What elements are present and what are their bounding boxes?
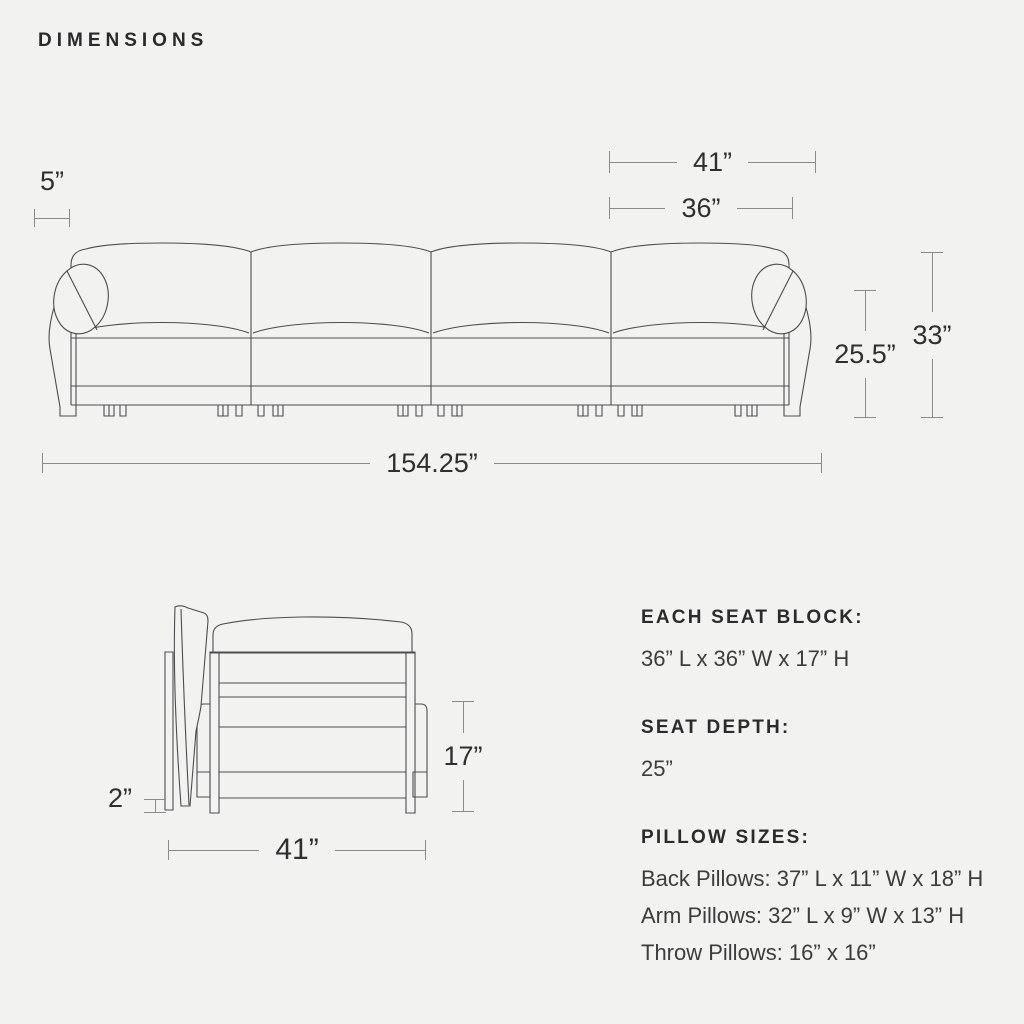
spec-line: 25” xyxy=(641,756,673,781)
dim-seat-width-label: 36” xyxy=(681,192,721,223)
seat-block-side-view-drawing xyxy=(165,606,427,813)
spec-line: Throw Pillows: 16” x 16” xyxy=(641,940,876,965)
dim-seat-plus-arm-label: 41” xyxy=(692,146,733,177)
spec-text-block xyxy=(641,607,1001,971)
dim-overall-height-label: 33” xyxy=(912,319,952,350)
dim-seat-height-label: 17” xyxy=(443,741,483,771)
spec-group-seat-block xyxy=(641,607,1001,677)
page-title: DIMENSIONS xyxy=(38,30,209,51)
dim-arm-width-label: 5” xyxy=(39,166,64,196)
spec-heading-seat-depth: SEAT DEPTH: xyxy=(641,717,791,738)
spec-line: Arm Pillows: 32” L x 9” W x 13” H xyxy=(641,903,965,928)
spec-group-seat-depth xyxy=(641,717,1001,787)
dim-arm-height-label: 25.5” xyxy=(834,338,896,369)
spec-group-pillow-sizes xyxy=(641,827,1001,971)
spec-heading-seat-block: EACH SEAT BLOCK: xyxy=(641,607,864,628)
dim-leg-height-label: 2” xyxy=(108,783,133,813)
dim-overall-width-label: 154.25” xyxy=(386,447,478,478)
sofa-front-view-drawing xyxy=(48,243,811,416)
spec-line: 36” L x 36” W x 17” H xyxy=(641,646,850,671)
spec-line: Back Pillows: 37” L x 11” W x 18” H xyxy=(641,866,984,891)
dim-overall-depth-label: 41” xyxy=(275,833,319,866)
spec-heading-pillow-sizes: PILLOW SIZES: xyxy=(641,827,810,848)
